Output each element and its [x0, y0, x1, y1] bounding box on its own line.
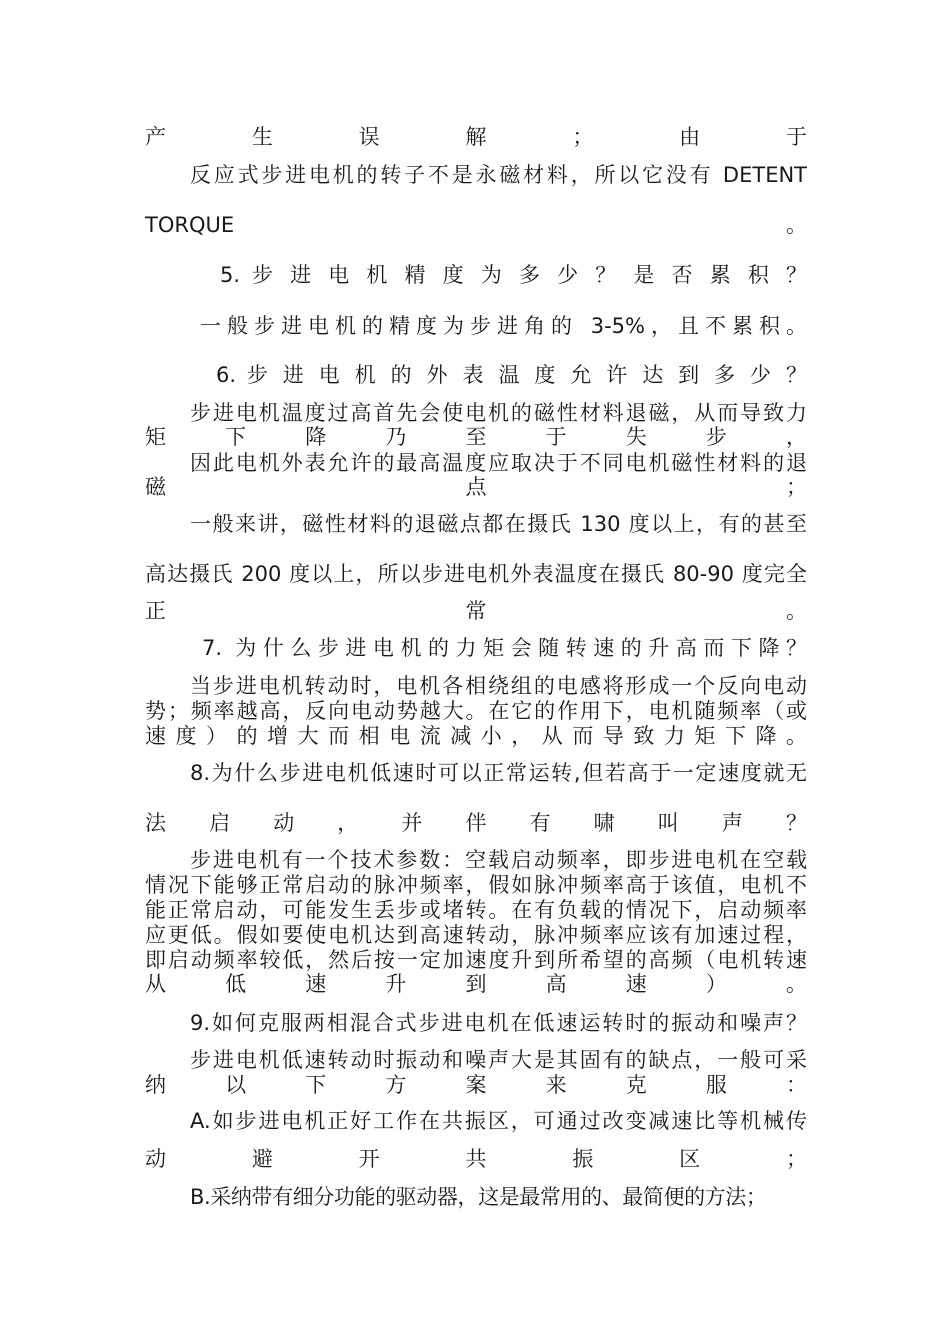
text-fragment: 。: [786, 213, 807, 237]
text-char: 避: [251, 1147, 273, 1171]
question-heading: 8.为什么步进电机低速时可以正常运转,但若高于一定速度就无: [190, 761, 807, 785]
text-char: 从: [145, 972, 166, 996]
text-char: 服: [705, 1073, 727, 1097]
text-line: 步进电机温度过高首先会使电机的磁性材料退磁，从而导致力: [190, 401, 807, 425]
text-char: 振: [572, 1147, 594, 1171]
text-char: 乃: [385, 425, 407, 449]
text-char: ；: [572, 125, 594, 149]
question-heading: 6. 步 进 电 机 的 外 表 温 度 允 许 达 到 多 少 ？: [216, 363, 807, 387]
text-line: 反应式步进电机的转子不是永磁材料，所以它没有 DETENT: [190, 163, 807, 187]
text-char: 。: [786, 599, 807, 623]
text-char: 动: [273, 811, 295, 835]
text-char: 正: [145, 599, 166, 623]
text-line: [145, 124, 807, 150]
text-line: 即启动频率较低，然后按一定加速度升到所希望的高频（电机转速: [145, 948, 807, 972]
text-line: 应更低。假如要使电机达到高速转动，脉冲频率应该有加速过程，: [145, 923, 807, 947]
text-line: [145, 971, 807, 997]
text-char: 克: [625, 1073, 647, 1097]
text-char: 产: [145, 125, 166, 149]
text-char: 误: [358, 125, 380, 149]
text-line: 势；频率越高，反向电动势越大。在它的作用下，电机随频率（或: [145, 699, 807, 723]
text-char: 至: [465, 425, 487, 449]
text-char: 到: [465, 972, 487, 996]
text-line: 步进电机有一个技术参数：空载启动频率，即步进电机在空载: [190, 848, 807, 872]
text-char: 降: [305, 425, 327, 449]
text-char: 速: [305, 972, 327, 996]
question-heading: 5. 步 进 电 机 精 度 为 多 少 ？ 是 否 累 积 ？: [220, 263, 807, 287]
text-char: ）: [705, 972, 727, 996]
text-char: 下: [225, 425, 247, 449]
text-line: 因此电机外表允许的最高温度应取决于不同电机磁性材料的退: [190, 451, 807, 475]
text-line: [145, 598, 807, 624]
question-heading: [145, 810, 807, 836]
text-line: 高达摄氏 200 度以上，所以步进电机外表温度在摄氏 80-90 度完全: [145, 562, 807, 586]
text-char: 矩: [145, 425, 166, 449]
text-char: 低: [225, 972, 247, 996]
text-char: 开: [358, 1147, 380, 1171]
text-char: 下: [305, 1073, 327, 1097]
text-char: 来: [545, 1073, 567, 1097]
text-char: 纳: [145, 1073, 166, 1097]
text-char: 启: [209, 811, 231, 835]
text-char: 失: [625, 425, 647, 449]
text-char: 并: [401, 811, 423, 835]
text-line: 步进电机低速转动时振动和噪声大是其固有的缺点，一般可采: [190, 1048, 807, 1072]
text-char: 速: [625, 972, 647, 996]
text-char: 有: [529, 811, 551, 835]
text-char: ，: [337, 811, 359, 835]
text-line: B.采纳带有细分功能的驱动器，这是最常用的、最简便的方法；: [190, 1185, 767, 1209]
question-heading: 9.如何克服两相混合式步进电机在低速运转时的振动和噪声？: [190, 1011, 807, 1035]
text-char: 。: [786, 972, 807, 996]
text-line: 情况下能够正常启动的脉冲频率，假如脉冲频率高于该值，电机不: [145, 873, 807, 897]
text-char: ；: [786, 475, 807, 499]
text-char: 共: [465, 1147, 487, 1171]
text-char: ？: [785, 811, 807, 835]
text-char: ：: [786, 1073, 807, 1097]
text-line: 一般来讲，磁性材料的退磁点都在摄氏 130 度以上，有的甚至: [190, 512, 807, 536]
text-char: 区: [679, 1147, 701, 1171]
text-char: 法: [145, 811, 166, 835]
text-char: 常: [465, 599, 487, 623]
text-line: [145, 424, 807, 450]
text-char: 磁: [145, 475, 166, 499]
text-line: [145, 1146, 807, 1172]
text-char: 声: [721, 811, 743, 835]
text-line: [145, 212, 807, 238]
text-char: 步: [705, 425, 727, 449]
text-line: 当步进电机转动时，电机各相绕组的电感将形成一个反向电动: [190, 674, 807, 698]
text-char: 案: [465, 1073, 487, 1097]
text-line: 速度）的增大而相电流减小，从而导致力矩下降。: [145, 724, 807, 748]
text-line: 能正常启动，可能发生丢步或堵转。在有负载的情况下，启动频率: [145, 898, 807, 922]
text-line: 一般步进电机的精度为步进角的 3-5%，且不累积。: [200, 314, 807, 338]
text-char: 高: [545, 972, 567, 996]
text-char: 啸: [593, 811, 615, 835]
text-line: [145, 474, 807, 500]
text-char: 生: [251, 125, 273, 149]
text-char: 动: [145, 1147, 166, 1171]
text-char: 于: [785, 125, 807, 149]
text-char: 点: [465, 475, 487, 499]
text-line: [145, 1072, 807, 1098]
text-char: 于: [545, 425, 567, 449]
text-char: ；: [785, 1147, 807, 1171]
text-char: 由: [679, 125, 701, 149]
text-char: 伴: [465, 811, 487, 835]
text-char: 解: [465, 125, 487, 149]
question-heading: 7. 为什么步进电机的力矩会随转速的升高而下降？: [202, 636, 807, 660]
text-fragment: TORQUE: [145, 213, 235, 237]
text-char: 升: [385, 972, 407, 996]
text-char: 方: [385, 1073, 407, 1097]
text-char: 叫: [657, 811, 679, 835]
text-char: 以: [225, 1073, 247, 1097]
text-line: A.如步进电机正好工作在共振区，可通过改变减速比等机械传: [190, 1109, 807, 1133]
text-char: ，: [786, 425, 807, 449]
